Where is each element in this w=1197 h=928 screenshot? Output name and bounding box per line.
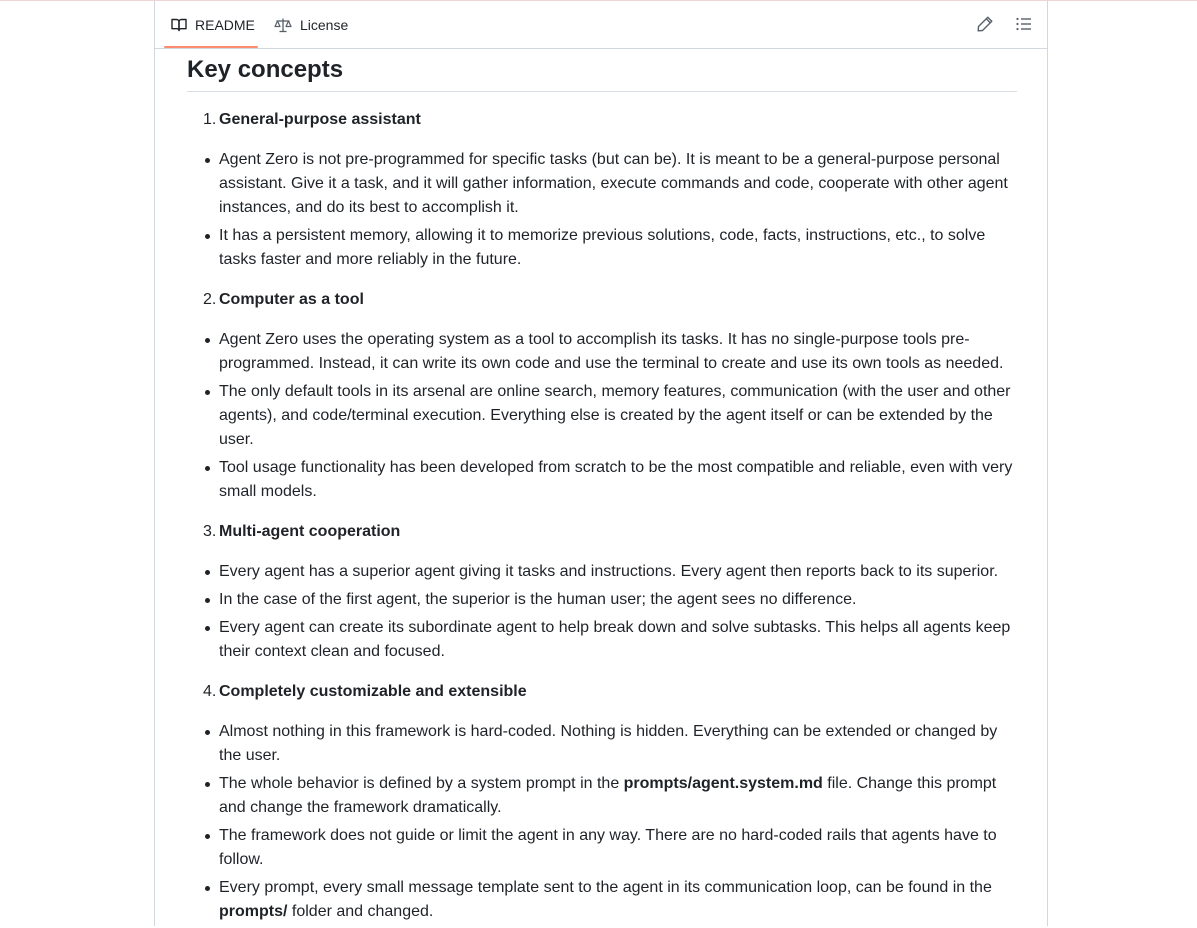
tab-readme-label: README (195, 17, 255, 33)
list-item (187, 876, 1017, 924)
edit-file-button[interactable] (976, 15, 994, 33)
readme-content (187, 49, 1017, 928)
list-item: It has a persistent memory, allowing it to memorize previous solutions, code, facts, instructions, etc., to solve tasks faster and more reliably in the future. (187, 224, 1017, 272)
list-item-text: The whole behavior is defined by a system prompt in the (219, 775, 624, 792)
bullet-list (187, 560, 1017, 664)
active-tab-indicator (164, 46, 258, 48)
list-item: Agent Zero is not pre-programmed for specific tasks (but can be). It is meant to be a general-purpose personal assistant. Give it a task, and it will gather information, execute commands and code, cooperate with other agent instances, and do its best to accomplish it. (187, 148, 1017, 220)
list-item: Agent Zero uses the operating system as a tool to accomplish its tasks. It has no single-purpose tools pre-programmed. Instead, it can write its own code and use the terminal to create and use its own tools as needed. (187, 328, 1017, 376)
list-section-title (187, 288, 1017, 312)
list-title: Multi-agent cooperation (219, 523, 401, 540)
list-item-text: folder and changed. (287, 903, 434, 920)
list-item: Every agent can create its subordinate agent to help break down and solve subtasks. This helps all agents keep their context clean and focused. (187, 616, 1017, 664)
list-item: Almost nothing in this framework is hard-coded. Nothing is hidden. Everything can be extended or changed by the user. (187, 720, 1017, 768)
tab-license-label: License (300, 17, 349, 33)
readme-panel (154, 1, 1048, 926)
section-heading-key-concepts: Key concepts (187, 49, 1017, 92)
bullet-list (187, 720, 1017, 924)
tab-license[interactable] (274, 1, 348, 49)
list-title: General-purpose assistant (219, 111, 421, 128)
list-number: 4. (203, 683, 217, 700)
list-item: The framework does not guide or limit the agent in any way. There are no hard-coded rails that agents have to follow. (187, 824, 1017, 872)
folder-path-prompts: prompts/ (219, 903, 288, 920)
tab-bar (155, 1, 1047, 49)
list-number: 3. (203, 523, 217, 540)
list-number: 1. (203, 111, 217, 128)
file-path-prompts-agent-system: prompts/agent.system.md (623, 775, 823, 792)
list-section-title (187, 108, 1017, 132)
list-section-title (187, 520, 1017, 544)
bullet-list (187, 328, 1017, 504)
list-item: The only default tools in its arsenal are online search, memory features, communication (with the user and other agents), and code/terminal execution. Everything else is created by the agent itself or can be extended by the user. (187, 380, 1017, 452)
outline-button[interactable] (1015, 15, 1033, 33)
list-item-text: file. Change this prompt and change the framework dramatically. (219, 775, 997, 816)
list-item (187, 772, 1017, 820)
pencil-icon (976, 20, 994, 37)
tab-readme[interactable] (171, 1, 255, 49)
list-title: Computer as a tool (219, 291, 364, 308)
list-title: Completely customizable and extensible (219, 683, 527, 700)
bullet-list (187, 148, 1017, 272)
law-scale-icon (274, 17, 292, 33)
list-item: Every agent has a superior agent giving it tasks and instructions. Every agent then reports back to its superior. (187, 560, 1017, 584)
list-item: Tool usage functionality has been developed from scratch to be the most compatible and reliable, even with very small models. (187, 456, 1017, 504)
list-unordered-icon (1015, 20, 1033, 37)
list-section-title (187, 680, 1017, 704)
list-item: In the case of the first agent, the superior is the human user; the agent sees no difference. (187, 588, 1017, 612)
book-icon (171, 17, 187, 33)
list-item-text: Every prompt, every small message template sent to the agent in its communication loop, can be found in the (219, 879, 992, 896)
list-number: 2. (203, 291, 217, 308)
